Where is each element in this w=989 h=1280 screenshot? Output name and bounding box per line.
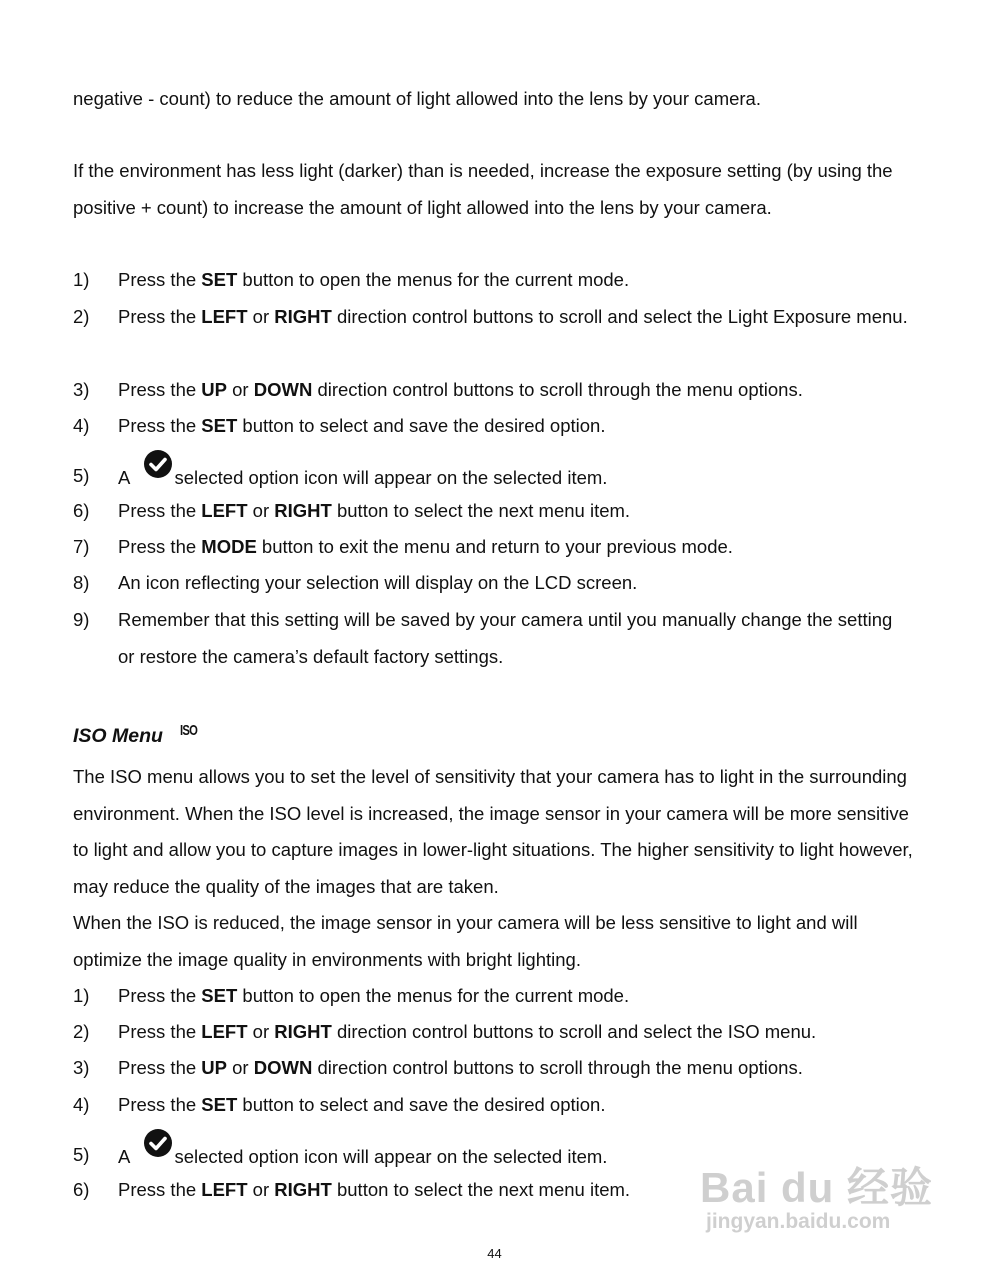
- intro-line: negative - count) to reduce the amount of light allowed into the lens by your camera.: [73, 88, 761, 109]
- page-number: 44: [487, 1246, 502, 1261]
- list-number: 9): [73, 609, 90, 630]
- list-number: 2): [73, 1021, 90, 1042]
- list-number: 6): [73, 1179, 90, 1200]
- watermark: [700, 1130, 940, 1240]
- list-number: 1): [73, 269, 90, 290]
- check-circle-icon: [144, 450, 172, 478]
- list-number: 1): [73, 985, 90, 1006]
- watermark-url: jingyan.baidu.com: [706, 1210, 891, 1233]
- list-number: 8): [73, 572, 90, 593]
- watermark-logo: Bai du 经验: [700, 1164, 934, 1211]
- list-number: 2): [73, 306, 90, 327]
- iso-paragraph: The ISO menu allows you to set the level of sensitivity that your camera has to light in the surrounding environment. When the ISO level is increased, the image sensor in your camera will be more sensitive to light and allow you to capture images in lower-light situations. The higher sensitivity to light however, may reduce the quality of the images that are taken.: [73, 766, 913, 897]
- section-heading: ISO Menu: [73, 725, 163, 747]
- list-number: 3): [73, 1057, 90, 1078]
- list-number: 7): [73, 536, 90, 557]
- iso-icon: ISO: [180, 722, 198, 739]
- list-number: 6): [73, 500, 90, 521]
- list-number: 3): [73, 379, 90, 400]
- list-number: 5): [73, 465, 90, 486]
- intro-paragraph: If the environment has less light (darker) than is needed, increase the exposure setting (by using the positive + count) to increase the amount of light allowed into the lens by your camera.: [73, 160, 893, 218]
- check-circle-icon: [144, 1129, 172, 1157]
- list-number: 4): [73, 1094, 90, 1115]
- list-number: 4): [73, 415, 90, 436]
- list-number: 5): [73, 1144, 90, 1165]
- iso-paragraph-2: When the ISO is reduced, the image sensor in your camera will be less sensitive to light and will optimize the image quality in environments with bright lighting.: [73, 912, 858, 970]
